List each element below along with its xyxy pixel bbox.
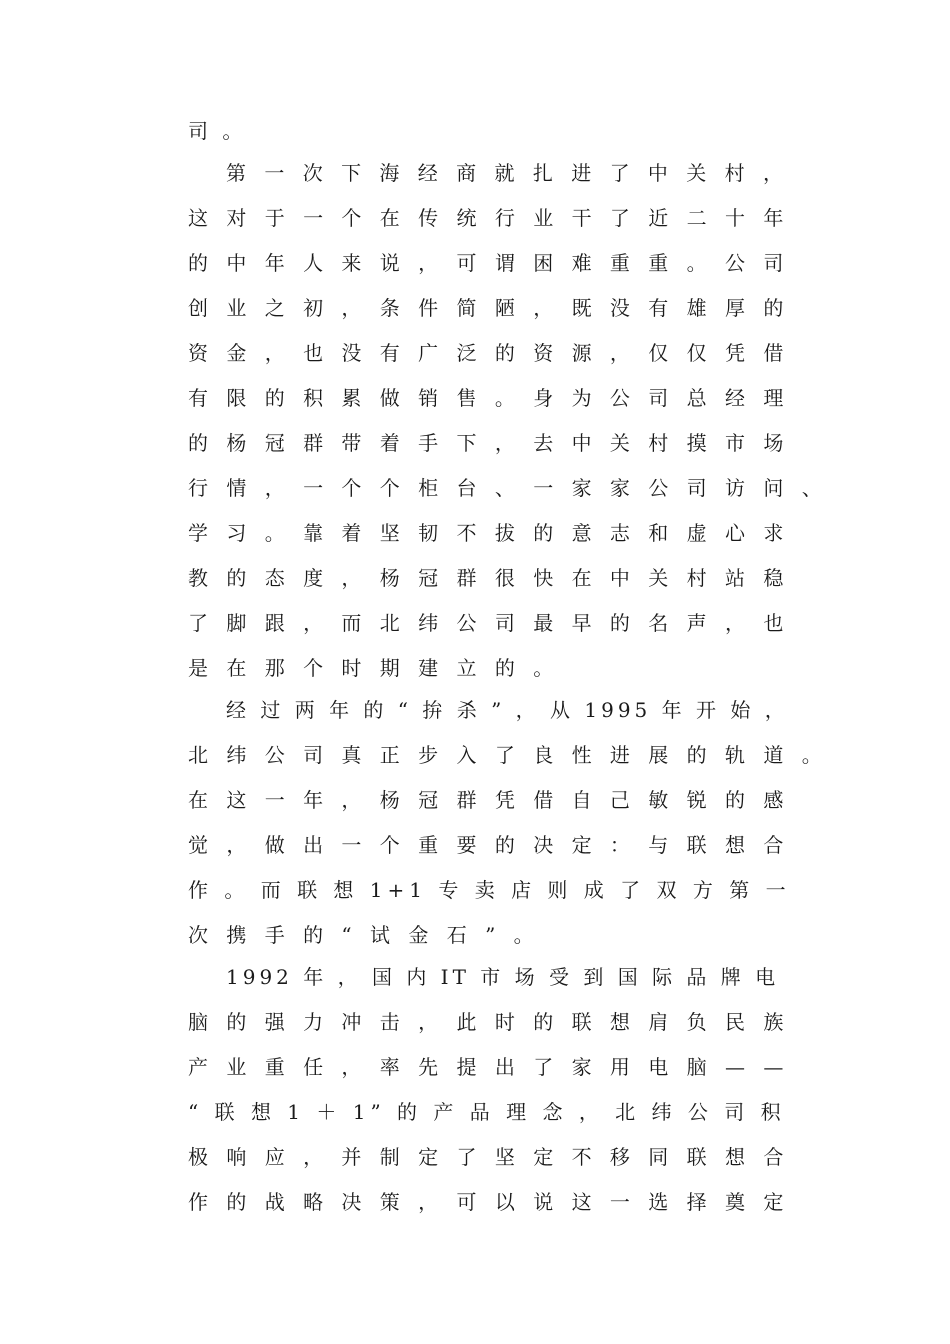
text-line: 司 。 [188,119,247,143]
text-line: 极 响 应 ， 并 制 定 了 坚 定 不 移 同 联 想 合 [188,1145,790,1169]
text-line: 作 的 战 略 决 策 ， 可 以 说 这 一 选 择 奠 定 [188,1190,790,1214]
text-line: 的 杨 冠 群 带 着 手 下 ， 去 中 关 村 摸 市 场 [188,431,790,455]
text-line: 这 对 于 一 个 在 传 统 行 业 干 了 近 二 十 年 [188,206,790,230]
text-line: 资 金 ， 也 没 有 广 泛 的 资 源 ， 仅 仅 凭 借 [188,341,790,365]
text-line: 作 。 而 联 想 1+1 专 卖 店 则 成 了 双 方 第 一 [188,878,791,902]
text-line: 在 这 一 年 ， 杨 冠 群 凭 借 自 己 敏 锐 的 感 [188,788,790,812]
text-line: 行 情 ， 一 个 个 柜 台 、 一 家 家 公 司 访 问 、 [188,476,828,500]
paragraph-start-line: 经 过 两 年 的 “ 拚 杀 ” ， 从 1995 年 开 始 ， [226,698,789,722]
text-line: 觉 ， 做 出 一 个 重 要 的 决 定 ： 与 联 想 合 [188,833,790,857]
text-line: 产 业 重 任 ， 率 先 提 出 了 家 用 电 脑 — — [188,1055,790,1079]
paragraph-start-line: 第 一 次 下 海 经 商 就 扎 进 了 中 关 村 ， [226,161,790,185]
text-line: “ 联 想 1 ＋ 1” 的 产 品 理 念 ， 北 纬 公 司 积 [188,1100,786,1124]
text-line: 是 在 那 个 时 期 建 立 的 。 [188,656,560,680]
text-line: 的 中 年 人 来 说 ， 可 谓 困 难 重 重 。 公 司 [188,251,790,275]
paragraph-start-line: 1992 年 ， 国 内 IT 市 场 受 到 国 际 品 牌 电 [226,965,780,989]
text-line: 了 脚 跟 ， 而 北 纬 公 司 最 早 的 名 声 ， 也 [188,611,790,635]
text-line: 教 的 态 度 ， 杨 冠 群 很 快 在 中 关 村 站 稳 [188,566,790,590]
text-line: 有 限 的 积 累 做 销 售 。 身 为 公 司 总 经 理 [188,386,790,410]
text-line: 北 纬 公 司 真 正 步 入 了 良 性 进 展 的 轨 道 。 [188,743,828,767]
text-line: 次 携 手 的 “ 试 金 石 ” 。 [188,923,540,947]
text-line: 学 习 。 靠 着 坚 韧 不 拔 的 意 志 和 虚 心 求 [188,521,790,545]
text-line: 创 业 之 初 ， 条 件 简 陋 ， 既 没 有 雄 厚 的 [188,296,790,320]
text-line: 脑 的 强 力 冲 击 ， 此 时 的 联 想 肩 负 民 族 [188,1010,790,1034]
